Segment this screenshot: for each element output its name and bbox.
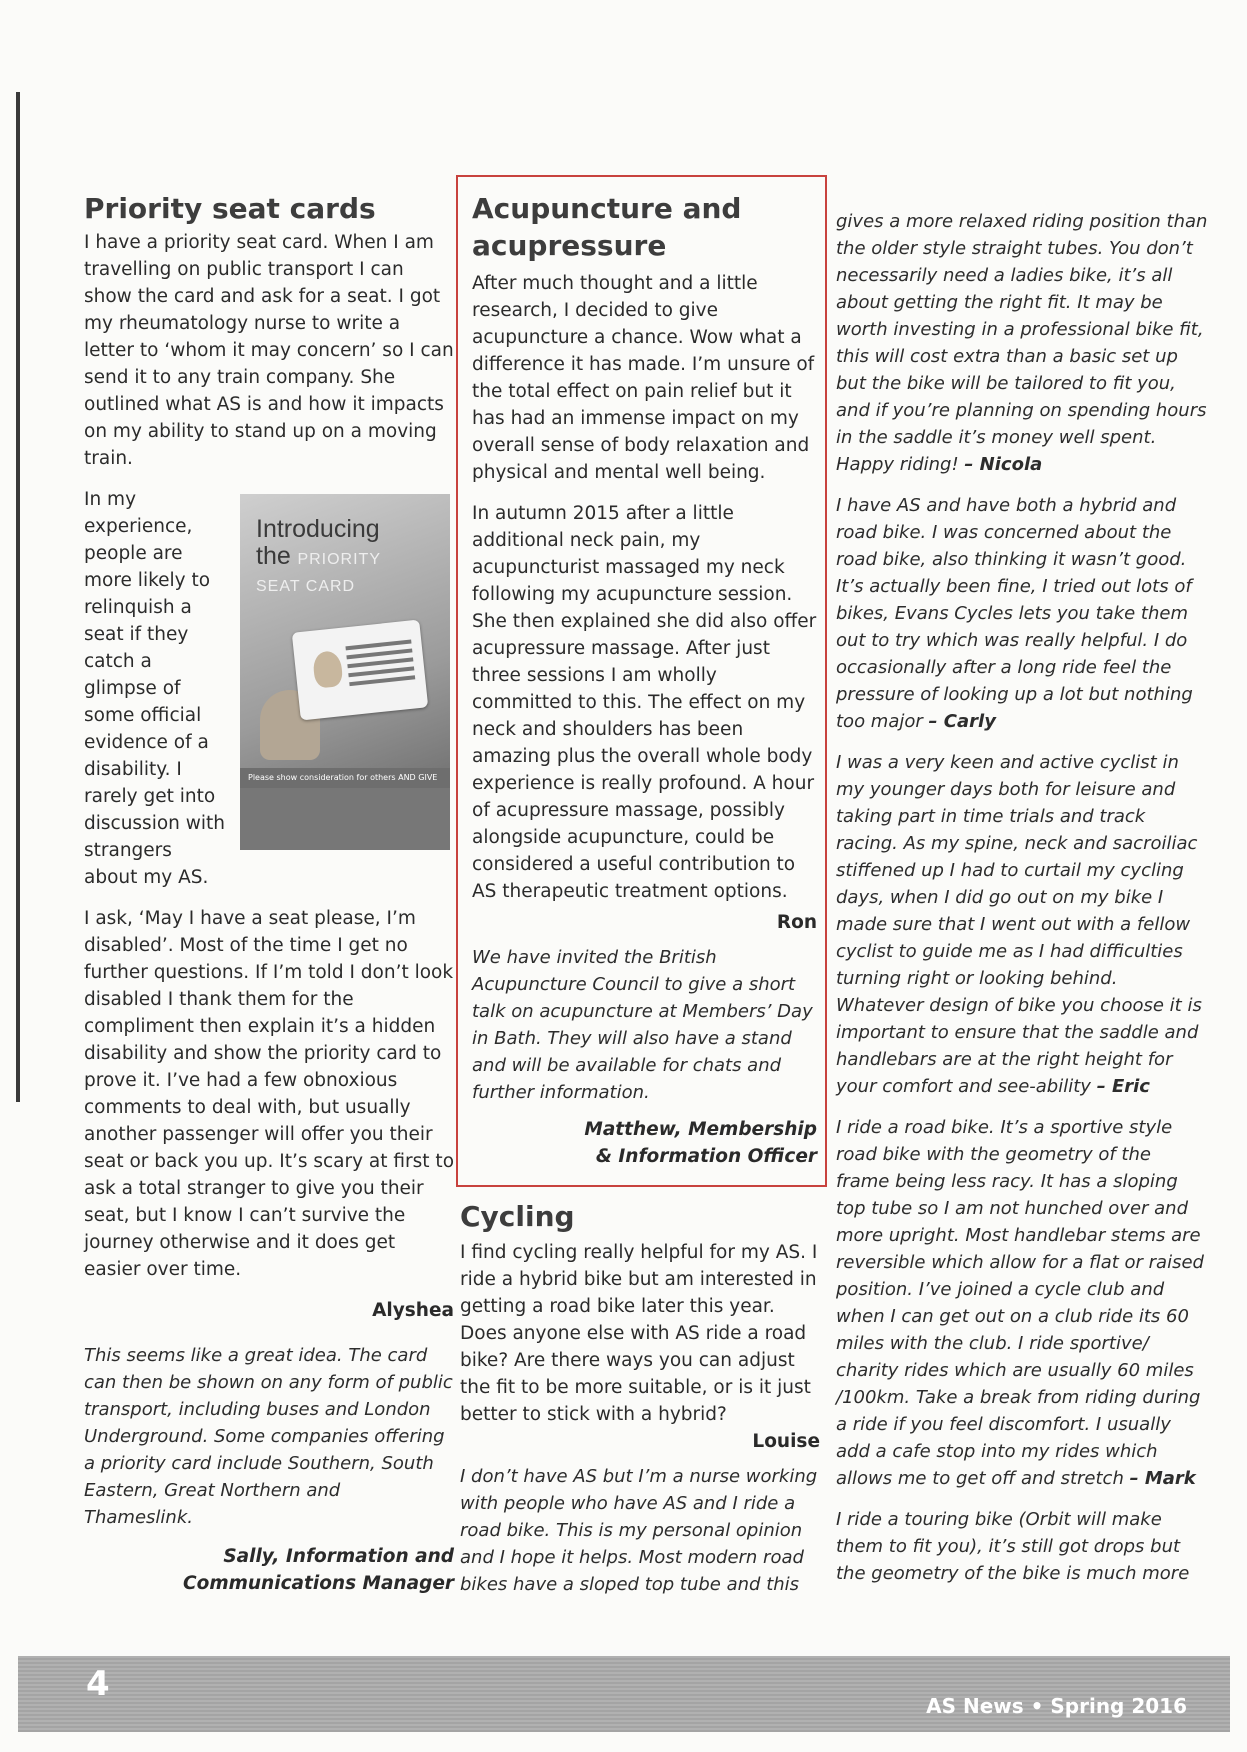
col3-para-5: I ride a touring bike (Orbit will make them to fit you), it’s still got drops but the geometry of the bike is much more [836,1509,1190,1584]
priority-reply: This seems like a great idea. The card can then be shown on any form of public transport, including buses and London Underground. Some companies offering a priority card include Southern, South Eastern, Great Northern and Thameslink. [84,1345,453,1528]
cycling-para-2: I don’t have AS but I’m a nurse working with people who have AS and I ride a road bike. This is my personal opinion and I hope it helps. Most modern road bikes have a sloped top tube and this [460,1466,818,1595]
cycling-title: Cycling [460,1200,575,1233]
priority-signature: Alyshea [372,1300,454,1321]
acupuncture-title-1: Acupuncture and [472,192,742,225]
card-intro-text: Introducing the PRIORITY SEAT CARD [256,515,381,595]
page-number: 4 [86,1664,110,1704]
acupuncture-reply-sig-1: Matthew, Membership [584,1119,817,1140]
acupuncture-title-2: acupressure [472,229,667,262]
col3-para-1: gives a more relaxed riding position than the older style straight tubes. You don’t necessarily need a ladies bike, it’s all about getting the right fit. It may be worth investing in a professional bike fit, this will cost extra than a basic set up but the bike will be tailored to fit you, and if you’re planning on spending hours in the saddle it’s money well spent. Happy riding! – Nicola [836,211,1208,475]
seat-card-icon [292,620,428,721]
acupuncture-para-1: After much thought and a little research, I decided to give acupuncture a chance. Wow what a difference it has made. I’m unsure of the total effect on pain relief but it has had an immense impact on my overall sense of body relaxation and physical and mental well being. [472,273,815,483]
acupuncture-para-2: In autumn 2015 after a little additional neck pain, my acupuncturist massaged my neck following my acupuncture session. She then explained she did also offer acupressure massage. After just three sessions I am wholly committed to this. The effect on my neck and shoulders has been amazing plus the overall whole body experience is really profound. A hour of acupressure massage, possibly alongside acupuncture, could be considered a useful contribution to AS therapeutic treatment options. [472,503,817,902]
priority-card-image [240,494,450,850]
priority-reply-sig-1: Sally, Information and [223,1546,454,1567]
acupuncture-reply: We have invited the British Acupuncture Council to give a short talk on acupuncture at Members’ Day in Bath. They will also have a stand and will be available for chats and further information. [472,947,813,1103]
cycling-replies-column [836,208,1208,1587]
priority-para-2-wrap [84,486,454,891]
priority-title: Priority seat cards [84,192,376,225]
cycling-para-1: I find cycling really helpful for my AS. I ride a hybrid bike but am interested in getting a road bike later this year. Does anyone else with AS ride a road bike? Are there ways you can adjust the fit to be more suitable, or is it just better to stick with a hybrid? [460,1242,818,1425]
card-banner: Please show consideration for others AND GIVE [240,768,450,788]
col3-para-3: I was a very keen and active cyclist in my younger days both for leisure and taking part in time trials and track racing. As my spine, neck and sacroiliac stiffened up I had to curtail my cycling days, when I did go out on my bike I made sure that I went out with a fellow cyclist to guide me as I had difficulties turning right or looking behind. Whatever design of bike you choose it is important to ensure that the saddle and handlebars are at the right height for your comfort and see-ability – Eric [836,752,1202,1097]
col3-para-4: I ride a road bike. It’s a sportive style road bike with the geometry of the frame being less racy. It has a sloping top tube so I am not hunched over and more upright. Most handlebar stems are reversible which allow for a flat or raised position. I’ve joined a cycle club and when I can get out on a club ride its 60 miles with the club. I ride sportive/ charity rides which are usually 60 miles /100km. Take a break from riding during a ride if you feel discomfort. I usually add a cafe stop into my rides which allows me to get off and stretch – Mark [836,1117,1204,1489]
acupuncture-signature: Ron [776,912,817,933]
priority-seat-column [84,190,454,1597]
priority-para-2: In my experience, people are more likely to relinquish a seat if they catch a glimpse of some official evidence of a disability. I rarely get into discussion with strangers about my AS. [84,489,226,888]
acupuncture-reply-sig-2: & Information Officer [595,1146,817,1167]
cycling-signature: Louise [752,1431,820,1452]
priority-para-1: I have a priority seat card. When I am travelling on public transport I can show the card and ask for a seat. I got my rheumatology nurse to write a letter to ‘whom it may concern’ so I can send it to any train company. She outlined what AS is and how it impacts on my ability to stand up on a moving train. [84,232,454,469]
masthead-rule [16,92,20,1102]
col3-para-2: I have AS and have both a hybrid and road bike. I was concerned about the road bike, also thinking it wasn’t good. It’s actually been fine, I tried out lots of bikes, Evans Cycles lets you take them out to try which was really helpful. I do occasionally after a long ride feel the pressure of looking up a lot but nothing too major – Carly [836,495,1193,732]
acupuncture-column [472,190,817,1170]
cycling-column [460,1198,820,1598]
card-footer-strip [240,788,450,850]
portrait-icon [312,650,344,689]
publication-footer: AS News • Spring 2016 [926,1694,1187,1718]
priority-reply-sig-2: Communications Manager [183,1573,454,1594]
priority-para-3: I ask, ‘May I have a seat please, I’m disabled’. Most of the time I get no further questions. If I’m told I don’t look disabled I thank them for the compliment then explain it’s a hidden disability and show the priority card to prove it. I’ve had a few obnoxious comments to deal with, but usually another passenger will offer you their seat or back you up. It’s scary at first to ask a total stranger to give you their seat, but I know I can’t survive the journey otherwise and it does get easier over time. [84,908,455,1280]
